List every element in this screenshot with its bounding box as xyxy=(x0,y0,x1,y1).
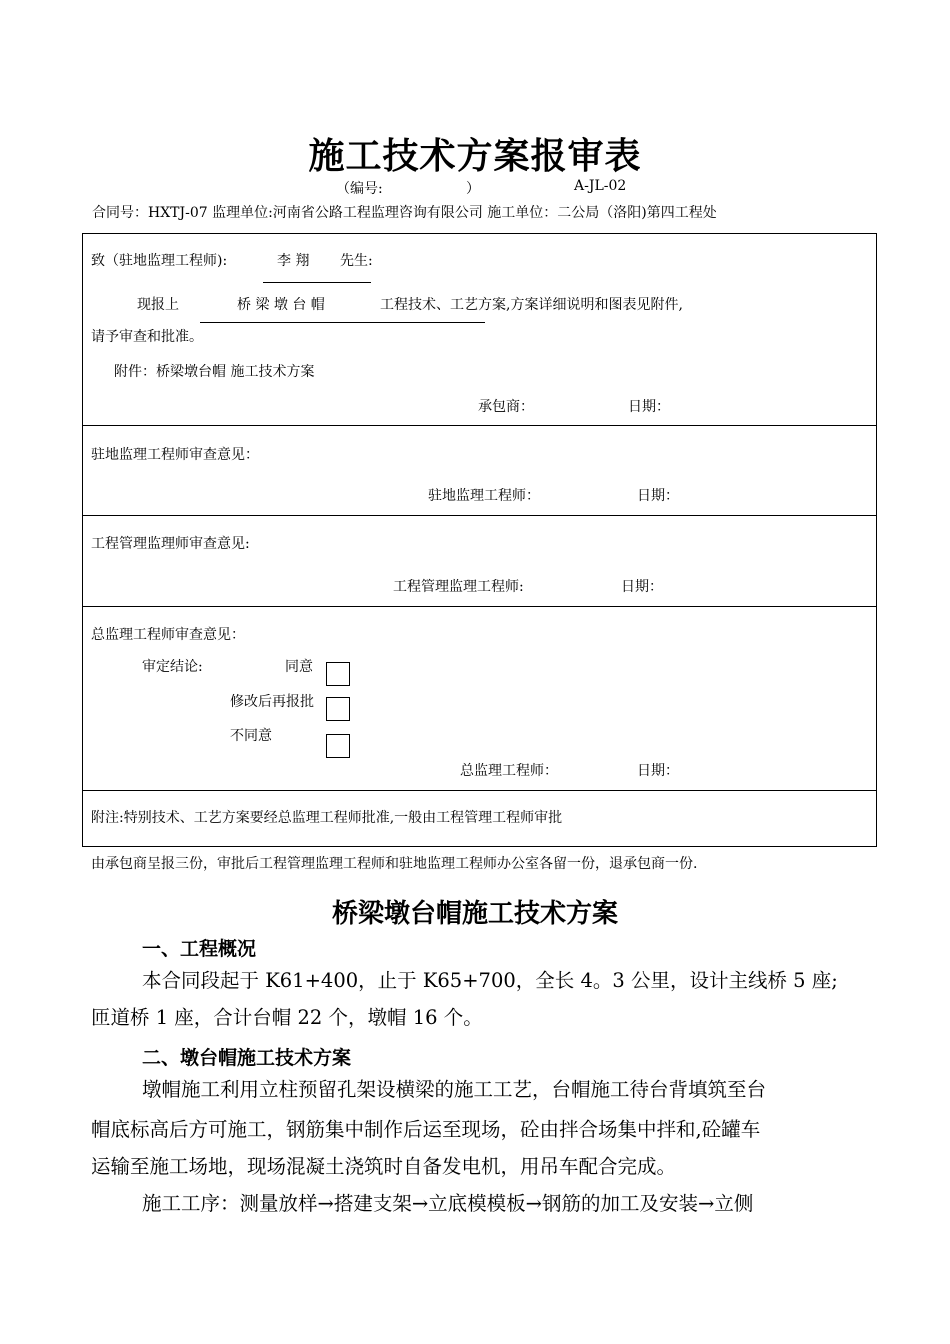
paragraph-line: 匝道桥 1 座，合计台帽 22 个，墩帽 16 个。 xyxy=(91,1006,483,1029)
disagree-checkbox[interactable] xyxy=(326,734,350,758)
paragraph-line: 帽底标高后方可施工，钢筋集中制作后运至现场，砼由拌合场集中拌和,砼罐车 xyxy=(91,1118,761,1141)
form-note: 附注:特别技术、工艺方案要经总监理工程师批准,一般由工程管理工程师审批 xyxy=(91,810,563,826)
form-code: A-JL-02 xyxy=(574,178,627,194)
paragraph-line: 墩帽施工利用立柱预留孔架设横梁的施工工艺，台帽施工待台背填筑至台 xyxy=(142,1078,767,1101)
plan-title: 桥梁墩台帽施工技术方案 xyxy=(331,899,618,929)
date-label: 日期： xyxy=(637,763,679,779)
name-underline xyxy=(263,282,371,283)
number-label: （编号: xyxy=(336,181,383,197)
report-prefix: 现报上 xyxy=(137,297,179,313)
date-label: 日期： xyxy=(621,579,663,595)
to-label: 致（驻地监理工程师): xyxy=(91,253,228,269)
paragraph-line: 施工工序：测量放样→搭建支架→立底模模板→钢筋的加工及安装→立侧 xyxy=(142,1192,754,1215)
paragraph-line: 本合同段起于 K61+400，止于 K65+700，全长 4。3 公里，设计主线桥 5 座; xyxy=(142,969,838,992)
option-agree-label: 同意 xyxy=(285,659,313,675)
engineer-name: 李 翔 xyxy=(277,253,310,269)
form-footer-note: 由承包商呈报三份，审批后工程管理监理工程师和驻地监理工程师办公室各留一份，退承包商一份. xyxy=(91,856,698,872)
item-underline xyxy=(200,322,485,323)
paragraph-line: 运输至施工场地，现场混凝土浇筑时自备发电机，用吊车配合完成。 xyxy=(91,1155,677,1178)
chief-opinion-label: 总监理工程师审查意见： xyxy=(91,627,245,643)
mgmt-sign-label: 工程管理监理工程师: xyxy=(393,579,524,595)
contractor-label: 承包商： xyxy=(478,399,534,415)
date-label: 日期： xyxy=(628,399,670,415)
resident-sign-label: 驻地监理工程师： xyxy=(428,488,540,504)
revise-checkbox[interactable] xyxy=(326,697,350,721)
row-divider xyxy=(82,790,877,791)
option-revise-label: 修改后再报批 xyxy=(230,694,314,710)
section-heading: 一、工程概况 xyxy=(142,938,257,960)
chief-sign-label: 总监理工程师： xyxy=(460,763,558,779)
contract-meta-line: 合同号：HXTJ-07 监理单位:河南省公路工程监理咨询有限公司 施工单位：二公局（洛阳)第四工程处 xyxy=(92,205,717,221)
to-suffix: 先生: xyxy=(340,253,373,269)
row-divider xyxy=(82,425,877,426)
option-disagree-label: 不同意 xyxy=(230,728,272,744)
agree-checkbox[interactable] xyxy=(326,662,350,686)
mgmt-opinion-label: 工程管理监理师审查意见: xyxy=(91,536,250,552)
request-line: 请予审查和批准。 xyxy=(91,329,203,345)
verdict-label: 审定结论: xyxy=(142,659,203,675)
page-title: 施工技术方案报审表 xyxy=(308,135,642,177)
report-suffix: 工程技术、工艺方案,方案详细说明和图表见附件, xyxy=(380,297,683,313)
row-divider xyxy=(82,515,877,516)
row-divider xyxy=(82,606,877,607)
report-item: 桥 梁 墩 台 帽 xyxy=(237,297,325,313)
resident-opinion-label: 驻地监理工程师审查意见： xyxy=(91,447,259,463)
date-label: 日期： xyxy=(637,488,679,504)
section-heading: 二、墩台帽施工技术方案 xyxy=(142,1047,352,1069)
attachment-line: 附件：桥梁墩台帽 施工技术方案 xyxy=(114,364,315,380)
number-close: ） xyxy=(466,181,480,197)
